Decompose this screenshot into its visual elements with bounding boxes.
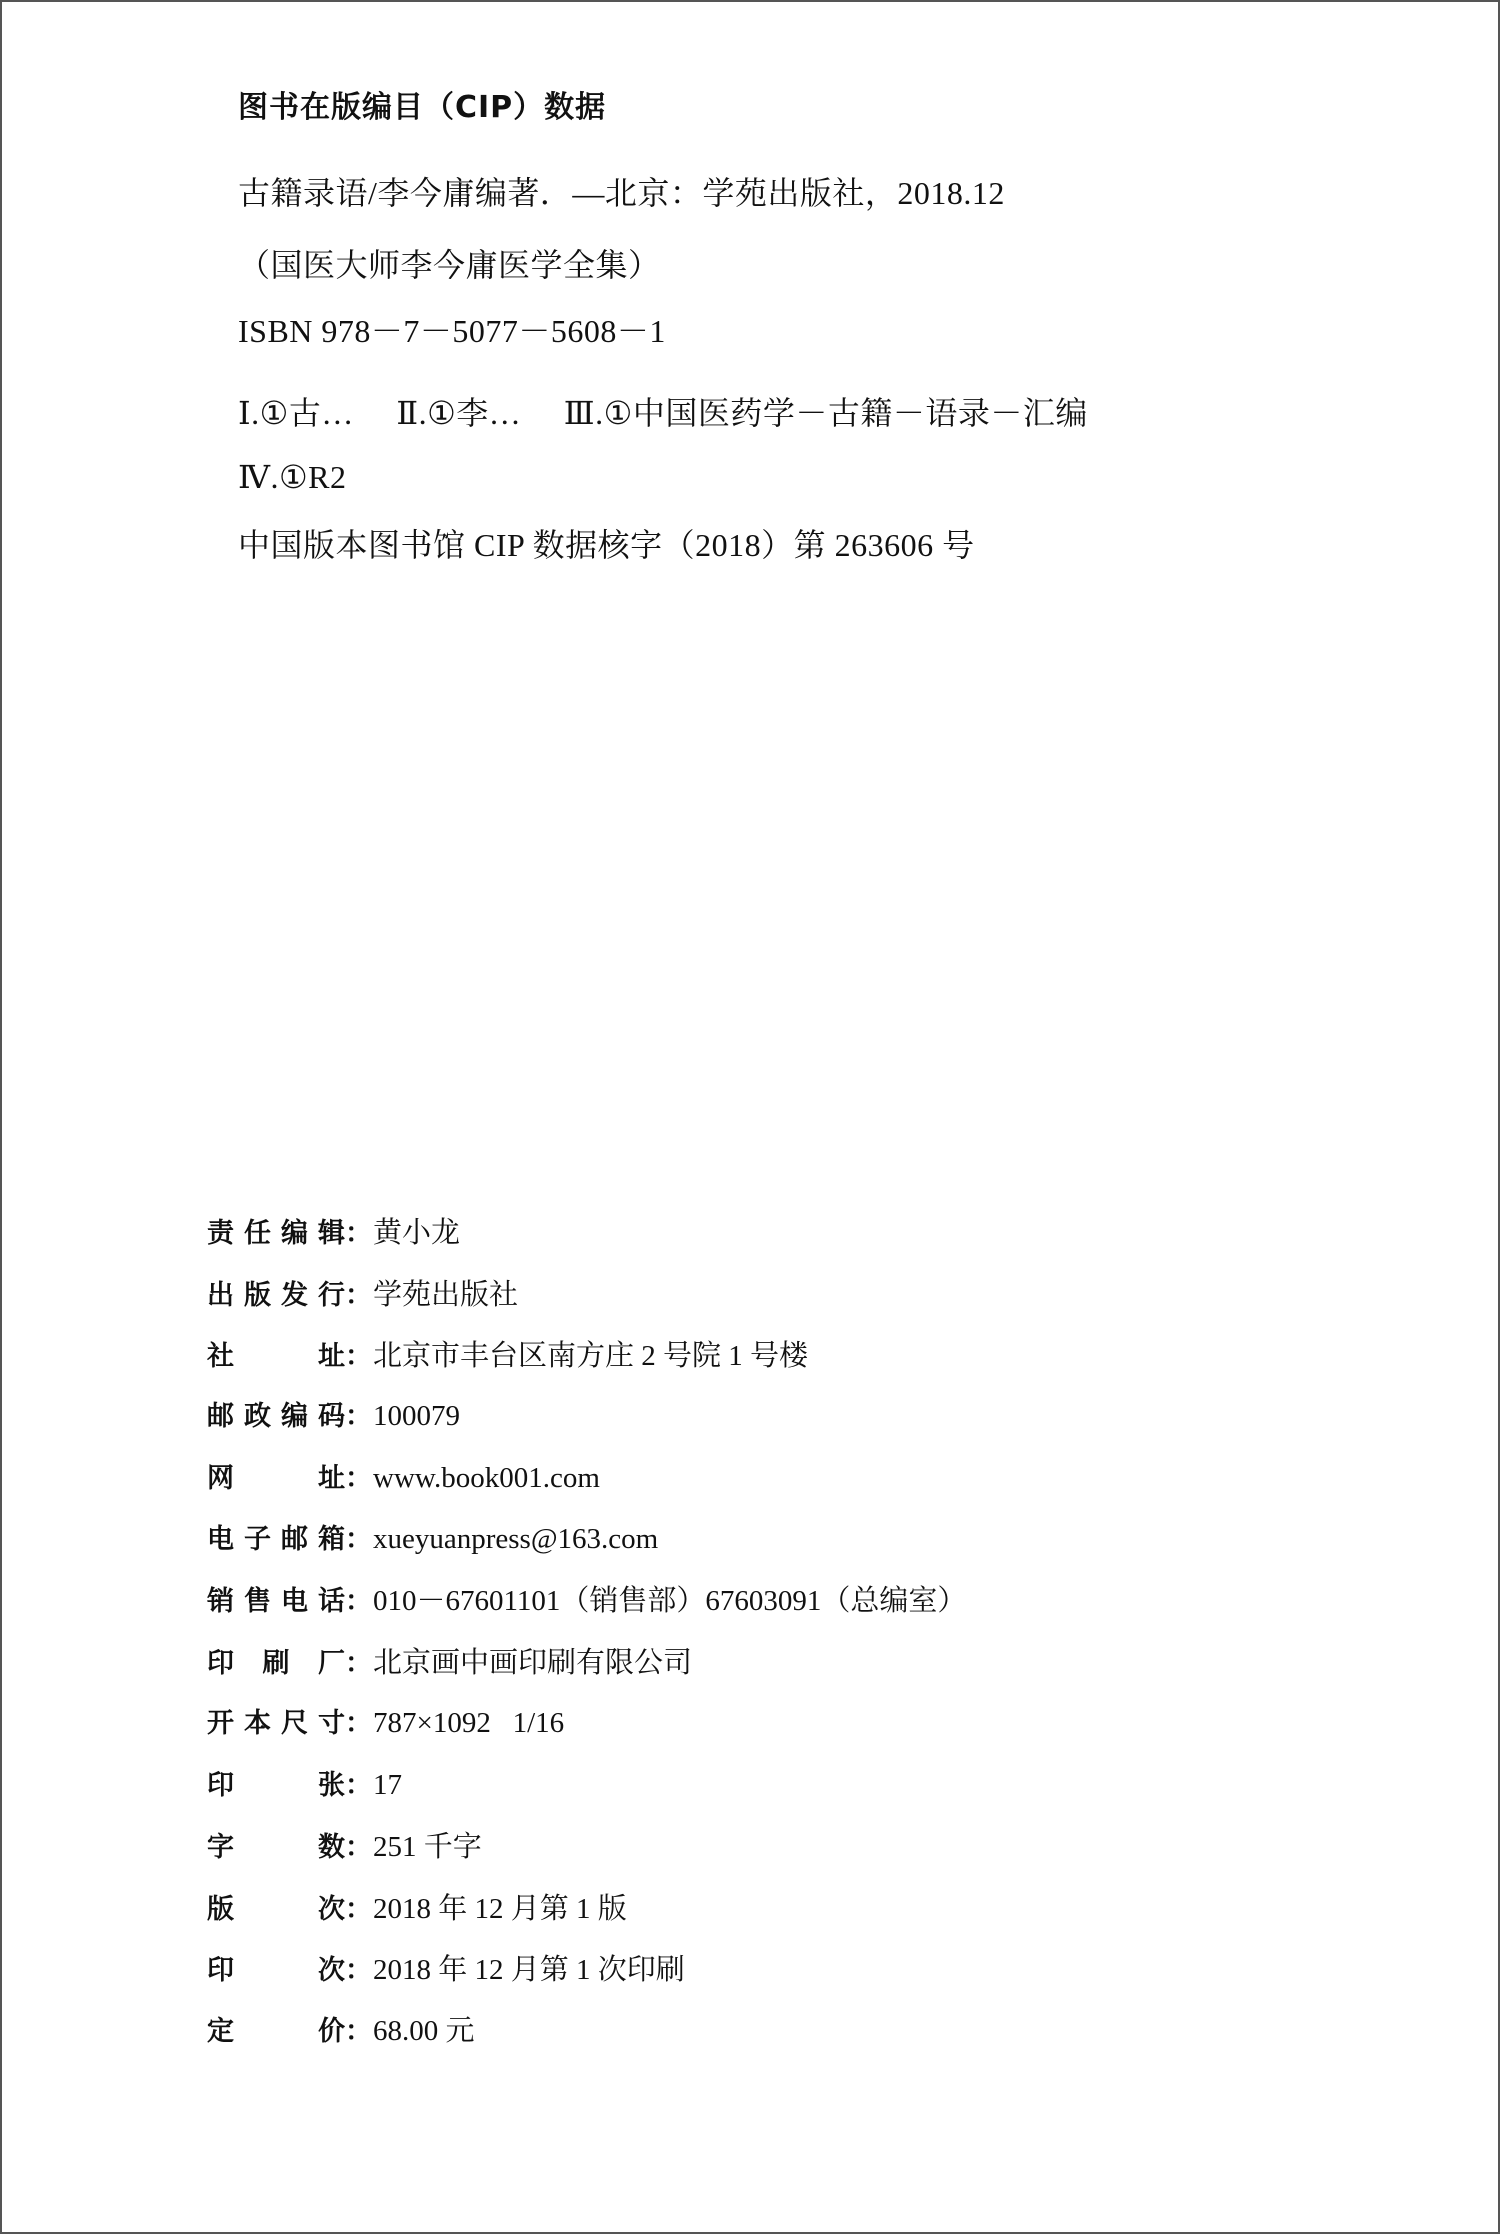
cip-classification-line: [238, 388, 1122, 434]
colophon-value: 251 千字: [373, 1831, 482, 1863]
colophon-label: 字数: [207, 1832, 345, 1863]
cip-classification-1: Ⅰ.①古…: [238, 395, 354, 431]
cip-title: 图书在版编目（CIP）数据: [238, 90, 607, 125]
colophon-value: xueyuanpress@163.com: [373, 1523, 659, 1555]
colophon-value: 010－67601101（销售部）67603091（总编室）: [373, 1585, 967, 1617]
colophon-row-email: 电子邮箱 ： xueyuanpress@163.com: [207, 1517, 658, 1557]
colophon-value: 100079: [373, 1400, 460, 1432]
colophon-label: 社址: [207, 1341, 345, 1372]
cip-classification-line-2: Ⅳ.①R2: [238, 459, 347, 495]
colophon-label: 印刷厂: [207, 1648, 345, 1679]
colophon-row-publisher: 出版发行 ： 学苑出版社: [207, 1272, 518, 1312]
colophon-row-edition: 版次 ： 2018 年 12 月第 1 版: [207, 1886, 627, 1926]
colophon-value: 2018 年 12 月第 1 版: [373, 1893, 627, 1925]
colophon-value: 学苑出版社: [373, 1279, 519, 1311]
colophon-label: 出版发行: [207, 1280, 345, 1311]
colophon-row-price: 定价 ： 68.00 元: [207, 2008, 475, 2048]
colophon-label: 定价: [207, 2016, 345, 2047]
colophon-value: 黄小龙: [373, 1217, 461, 1249]
colophon-label: 责任编辑: [207, 1218, 345, 1249]
colophon-label: 版次: [207, 1894, 345, 1925]
cip-isbn-line: ISBN 978－7－5077－5608－1: [238, 313, 666, 349]
colophon-row-format: 开本尺寸 ： 787×1092 1/16: [207, 1701, 564, 1741]
colophon-value: 2018 年 12 月第 1 次印刷: [373, 1954, 685, 1986]
colophon-label: 开本尺寸: [207, 1708, 345, 1739]
colophon-row-sales-phone: 销售电话 ： 010－67601101（销售部）67603091（总编室）: [207, 1578, 966, 1618]
colophon-label: 邮政编码: [207, 1401, 345, 1432]
colophon-value: www.book001.com: [373, 1462, 600, 1494]
colophon-label: 电子邮箱: [207, 1524, 345, 1555]
colophon-label: 销售电话: [207, 1586, 345, 1617]
colophon-label: 印张: [207, 1770, 345, 1801]
colophon-row-word-count: 字数 ： 251 千字: [207, 1824, 482, 1864]
colophon-row-website: 网址 ： www.book001.com: [207, 1456, 600, 1496]
colophon-value: 68.00 元: [373, 2015, 475, 2047]
colophon-value: 17: [373, 1769, 402, 1801]
colophon-row-address: 社址 ： 北京市丰台区南方庄 2 号院 1 号楼: [207, 1333, 808, 1373]
colophon-label: 印次: [207, 1955, 345, 1986]
colophon-value: 787×1092 1/16: [373, 1707, 565, 1739]
cip-number-line: 中国版本图书馆 CIP 数据核字（2018）第 263606 号: [238, 527, 975, 563]
cip-classification-2: Ⅱ.①李…: [396, 395, 522, 431]
colophon-row-printing: 印次 ： 2018 年 12 月第 1 次印刷: [207, 1947, 685, 1987]
colophon-row-postcode: 邮政编码 ： 100079: [207, 1394, 460, 1434]
colophon-row-printer: 印刷厂 ： 北京画中画印刷有限公司: [207, 1640, 692, 1680]
colophon-value: 北京画中画印刷有限公司: [373, 1647, 693, 1679]
cip-bibliographic-line: 古籍录语/李今庸编著．—北京：学苑出版社，2018.12: [238, 175, 1005, 211]
colophon-label: 网址: [207, 1463, 345, 1494]
cip-series-line: （国医大师李今庸医学全集）: [238, 247, 661, 283]
colophon-row-editor: 责任编辑 ： 黄小龙: [207, 1210, 460, 1250]
cip-classification-3: Ⅲ.①中国医药学－古籍－语录－汇编: [563, 395, 1088, 431]
colophon-value: 北京市丰台区南方庄 2 号院 1 号楼: [373, 1340, 809, 1372]
colophon-row-sheets: 印张 ： 17: [207, 1763, 402, 1803]
